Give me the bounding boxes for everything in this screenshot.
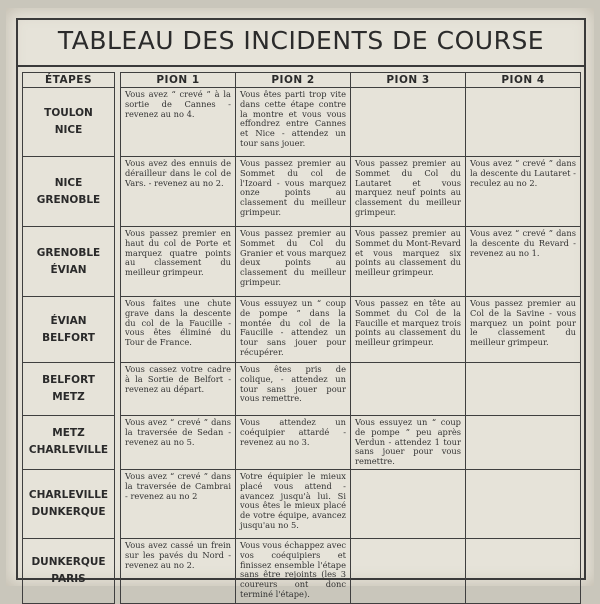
stage-to: METZ (52, 391, 85, 403)
table-row (23, 157, 581, 227)
incident-pion-3: Vous passez premier au Sommet du Mont-Revard et vous marquez six points au classement du meilleur grimpeur. (351, 227, 466, 297)
stage-cell (23, 538, 115, 603)
incident-pion-4 (466, 538, 581, 603)
stage-from: NICE (54, 176, 83, 189)
incident-pion-3 (351, 469, 466, 538)
incident-pion-4: Vous avez “ crevé ” dans la descente du Lautaret - reculez au no 2. (466, 157, 581, 227)
stage-cell (23, 157, 115, 227)
incident-pion-2: Vous êtes parti trop vite dans cette étape contre la montre et vous vous effondrez entre Cannes et Nice - attendez un tour sans jouer. (236, 88, 351, 157)
incidents-table (22, 72, 581, 604)
incident-pion-2: Vous attendez un coéquipier attardé - revenez au no 3. (236, 416, 351, 470)
incident-pion-2: Votre équipier le mieux placé vous attend - avancez jusqu'à lui. Si vous êtes le mieux placé de votre équipe, avancez jusqu'au no 5. (236, 469, 351, 538)
header-row (23, 73, 581, 88)
stage-to: PARIS (51, 572, 86, 585)
table-row (23, 227, 581, 297)
stage-to: GRENOBLE (36, 193, 101, 206)
page-title: TABLEAU DES INCIDENTS DE COURSE (57, 26, 545, 55)
stage-to: CHARLEVILLE (28, 444, 109, 457)
stage-to: DUNKERQUE (31, 505, 106, 518)
incident-pion-1: Vous cassez votre cadre à la Sortie de Belfort - revenez au départ. (121, 363, 236, 416)
stage-from: ÉVIAN (50, 314, 87, 327)
incident-pion-1: Vous avez des ennuis de dérailleur dans le col de Vars. - revenez au no 2. (121, 157, 236, 227)
table-row (23, 469, 581, 538)
incident-pion-4: Vous avez “ crevé ” dans la descente du Revard - revenez au no 1. (466, 227, 581, 297)
incident-pion-4 (466, 88, 581, 157)
incident-pion-2: Vous passez premier au Sommet du Col du Granier et vous marquez deux points au classement du meilleur grimpeur. (236, 227, 351, 297)
incident-pion-3 (351, 363, 466, 416)
incident-pion-3: Vous passez en tête au Sommet du Col de la Faucille et marquez trois points au classement du meilleur grimpeur. (351, 297, 466, 363)
incident-pion-2: Vous essuyez un “ coup de pompe ” dans la montée du col de la Faucille - attendez un tour sans jouer pour récupérer. (236, 297, 351, 363)
stage-from: DUNKERQUE (31, 555, 106, 568)
header-pion-4: PION 4 (466, 73, 581, 88)
table-row (23, 363, 581, 416)
incident-pion-4 (466, 469, 581, 538)
stage-cell (23, 469, 115, 538)
stage-to: ÉVIAN (50, 263, 87, 276)
incident-pion-2: Vous passez premier au Sommet du col de l'Izoard - vous marquez onze points au classement du meilleur grimpeur. (236, 157, 351, 227)
stage-cell (23, 297, 115, 363)
incident-pion-3 (351, 538, 466, 603)
table-row (23, 538, 581, 603)
incident-pion-4: Vous passez premier au Col de la Savine - vous marquez un point pour le classement du meilleur grimpeur. (466, 297, 581, 363)
table-row (23, 416, 581, 470)
incident-pion-1: Vous passez premier en haut du col de Porte et marquez quatre points au classement du meilleur grimpeur. (121, 227, 236, 297)
header-pion-1: PION 1 (121, 73, 236, 88)
table-row (23, 297, 581, 363)
incident-pion-3: Vous essuyez un “ coup de pompe ” peu après Verdun - attendez 1 tour sans jouer pour vous remettre. (351, 416, 466, 470)
incident-pion-1: Vous avez cassé un frein sur les pavés du Nord - revenez au no 2. (121, 538, 236, 603)
stage-cell (23, 227, 115, 297)
stage-from: BELFORT (42, 374, 95, 386)
table-row (23, 88, 581, 157)
incident-pion-3: Vous passez premier au Sommet du Col du Lautaret et vous marquez neuf points au classement du meilleur grimpeur. (351, 157, 466, 227)
title-divider (18, 65, 584, 67)
incident-pion-2: Vous vous échappez avec vos coéquipiers et finissez ensemble l'étape sans être rejoints (les 3 coureurs ont donc terminé l'étape). (236, 538, 351, 603)
incident-pion-1: Vous avez “ crevé ” à la sortie de Cannes - revenez au no 4. (121, 88, 236, 157)
incident-pion-4 (466, 363, 581, 416)
incident-pion-1: Vous faites une chute grave dans la descente du col de la Faucille - vous êtes éliminé du Tour de France. (121, 297, 236, 363)
stage-from: GRENOBLE (36, 246, 101, 259)
header-pion-3: PION 3 (351, 73, 466, 88)
board-sheet (6, 8, 594, 599)
stage-cell (23, 363, 115, 416)
incident-pion-4 (466, 416, 581, 470)
table-frame (16, 18, 586, 599)
stage-from: TOULON (44, 107, 93, 119)
incident-pion-3 (351, 88, 466, 157)
incident-pion-1: Vous avez “ crevé ” dans la traversée de Sedan - revenez au no 5. (121, 416, 236, 470)
stage-to: BELFORT (42, 331, 95, 344)
header-pion-2: PION 2 (236, 73, 351, 88)
stage-from: CHARLEVILLE (28, 488, 109, 501)
stage-to: NICE (54, 124, 83, 136)
incident-pion-2: Vous êtes pris de colique, - attendez un tour sans jouer pour vous remettre. (236, 363, 351, 416)
stage-from: METZ (52, 427, 85, 440)
stage-cell (23, 88, 115, 157)
incident-pion-1: Vous avez “ crevé ” dans la traversée de Cambrai - revenez au no 2 (121, 469, 236, 538)
stage-cell (23, 416, 115, 470)
header-stages: ÉTAPES (23, 73, 115, 88)
